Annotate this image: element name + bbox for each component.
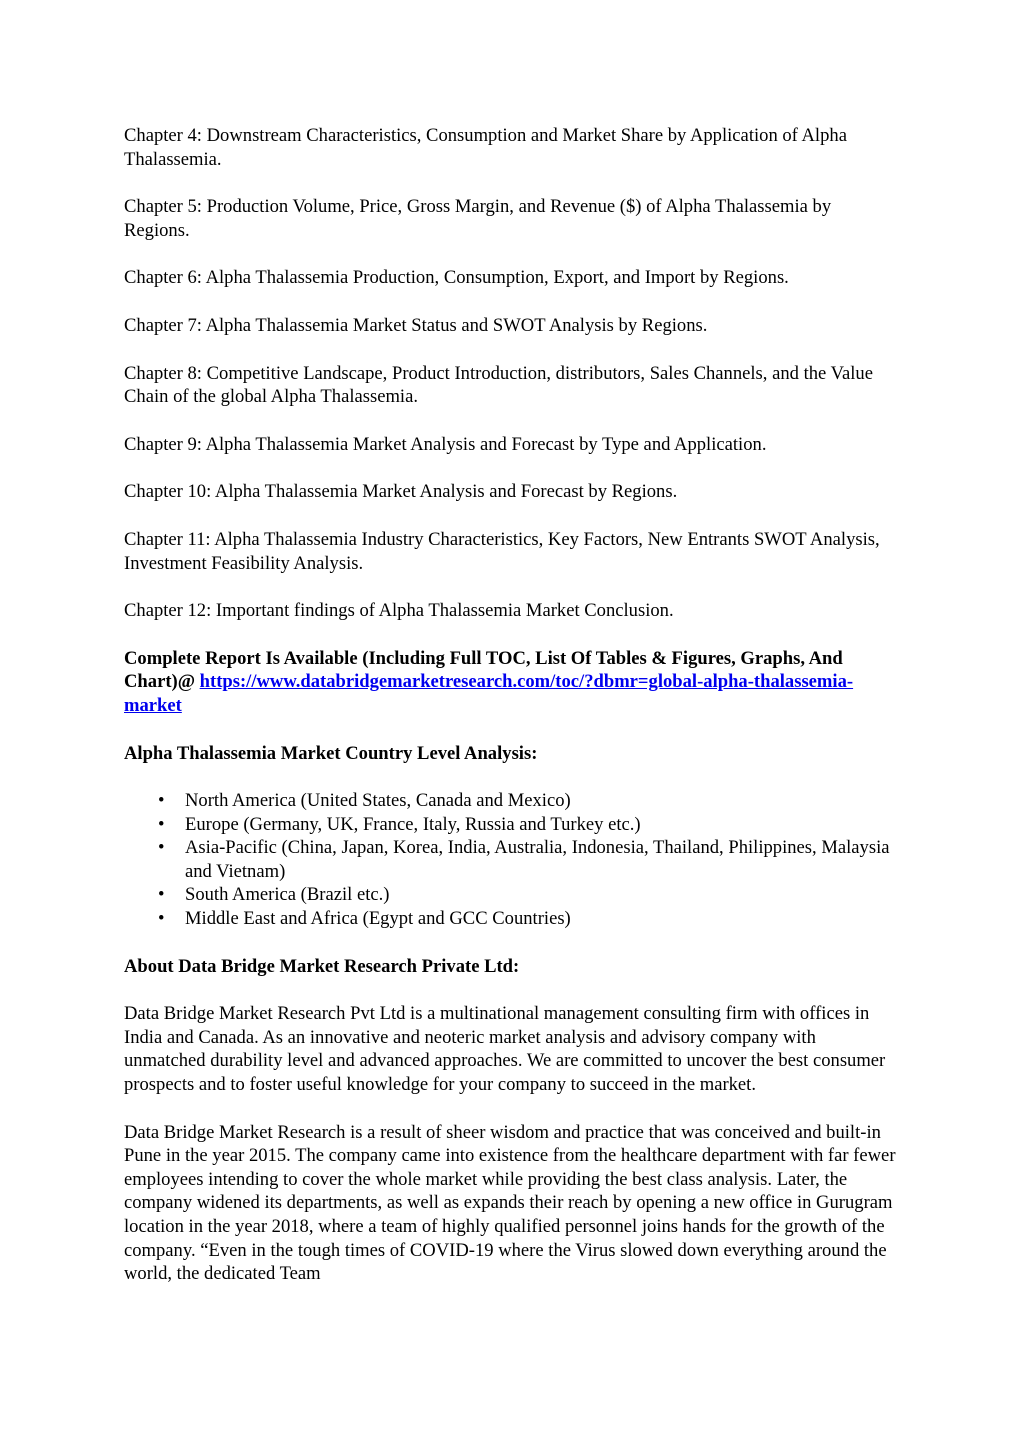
complete-report-paragraph (124, 647, 899, 718)
list-item-text: North America (United States, Canada and Mexico) (185, 790, 571, 812)
chapter-11-paragraph: Chapter 11: Alpha Thalassemia Industry Characteristics, Key Factors, New Entrants SWOT Analysis, Investment Feasibility Analysis. (124, 528, 880, 574)
document-page (124, 124, 899, 1310)
country-list (124, 789, 899, 931)
list-item-text: Middle East and Africa (Egypt and GCC Countries) (185, 908, 571, 930)
chapter-9-paragraph: Chapter 9: Alpha Thalassemia Market Analysis and Forecast by Type and Application. (124, 433, 767, 455)
list-item-text: South America (Brazil etc.) (185, 884, 390, 906)
chapter-6-paragraph: Chapter 6: Alpha Thalassemia Production, Consumption, Export, and Import by Regions. (124, 267, 789, 289)
about-heading: About Data Bridge Market Research Private Ltd: (124, 955, 520, 977)
chapter-5-paragraph: Chapter 5: Production Volume, Price, Gross Margin, and Revenue ($) of Alpha Thalassemia by Regions. (124, 196, 832, 241)
list-item (124, 789, 899, 813)
report-toc-link[interactable]: https://www.databridgemarketresearch.com/toc/?dbmr=global-alpha-thalassemia-market (124, 671, 854, 716)
bullet-icon: • (158, 813, 165, 835)
chapter-8-paragraph: Chapter 8: Competitive Landscape, Product Introduction, distributors, Sales Channels, and the Value Chain of the global Alpha Thalassemia. (124, 362, 873, 408)
chapter-7-paragraph: Chapter 7: Alpha Thalassemia Market Status and SWOT Analysis by Regions. (124, 314, 708, 336)
about-paragraph-1: Data Bridge Market Research Pvt Ltd is a multinational management consulting firm with offices in India and Canada. As an innovative and neoteric market analysis and advisory company with unmatched durability level and advanced approaches. We are committed to uncover the best consumer prospects and to foster useful knowledge for your company to succeed in the market. (124, 1003, 886, 1096)
bullet-icon: • (158, 837, 165, 859)
country-analysis-heading: Alpha Thalassemia Market Country Level Analysis: (124, 742, 538, 764)
bullet-icon: • (158, 884, 165, 906)
list-item (124, 907, 899, 931)
list-item-text: Europe (Germany, UK, France, Italy, Russia and Turkey etc.) (185, 813, 641, 835)
chapter-10-paragraph: Chapter 10: Alpha Thalassemia Market Analysis and Forecast by Regions. (124, 481, 678, 503)
bullet-icon: • (158, 908, 165, 930)
list-item (124, 813, 899, 837)
list-item (124, 883, 899, 907)
complete-report-lead-text: Complete Report Is Available (Including Full TOC, List Of Tables & Figures, Graphs, And Chart)@ (124, 647, 843, 693)
about-paragraph-2: Data Bridge Market Research is a result of sheer wisdom and practice that was conceived and built-in Pune in the year 2015. The company came into existence from the healthcare department with far fewer employees intending to cover the whole market while providing the best class analysis. Later, the company widened its departments, as well as expands their reach by opening a new office in Gurugram location in the year 2018, where a team of highly qualified personnel joins hands for the growth of the company. “Even in the tough times of COVID-19 where the Virus slowed down everything around the world, the dedicated Team (124, 1121, 896, 1285)
list-item-text: Asia-Pacific (China, Japan, Korea, India, Australia, Indonesia, Thailand, Philippines, Malaysia and Vietnam) (185, 837, 890, 882)
chapter-12-paragraph: Chapter 12: Important findings of Alpha Thalassemia Market Conclusion. (124, 600, 674, 622)
bullet-icon: • (158, 790, 165, 812)
list-item (124, 836, 899, 883)
chapter-4-paragraph: Chapter 4: Downstream Characteristics, Consumption and Market Share by Application of Alpha Thalassemia. (124, 125, 847, 170)
